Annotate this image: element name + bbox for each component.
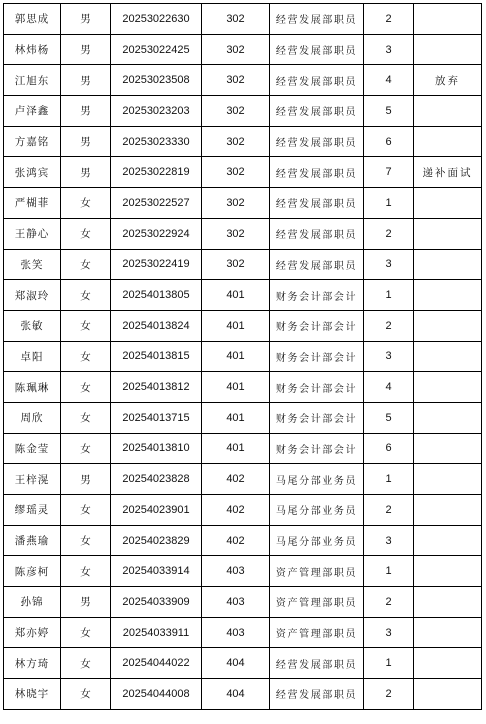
- table-row: [4, 218, 482, 249]
- table-row: [4, 495, 482, 526]
- candidate-gender: 男: [61, 4, 111, 35]
- candidate-name: 林晓宇: [4, 679, 61, 710]
- table-row: [4, 556, 482, 587]
- candidate-gender: 女: [61, 679, 111, 710]
- ranking: 1: [364, 188, 414, 219]
- candidate-gender: 女: [61, 218, 111, 249]
- ranking: 5: [364, 402, 414, 433]
- candidate-name: 周欣: [4, 402, 61, 433]
- position-code: 402: [202, 464, 270, 495]
- position-code: 403: [202, 587, 270, 618]
- ranking: 3: [364, 34, 414, 65]
- table-row: [4, 525, 482, 556]
- remark: [414, 679, 482, 710]
- admission-ticket-number: 20253023330: [111, 126, 202, 157]
- table-row: [4, 341, 482, 372]
- table-row: [4, 34, 482, 65]
- candidate-name: 王静心: [4, 218, 61, 249]
- ranking: 7: [364, 157, 414, 188]
- position-title: 经营发展部职员: [270, 4, 364, 35]
- candidate-gender: 男: [61, 34, 111, 65]
- remark: [414, 188, 482, 219]
- ranking: 2: [364, 587, 414, 618]
- position-code: 401: [202, 402, 270, 433]
- admission-ticket-number: 20253022527: [111, 188, 202, 219]
- candidate-gender: 男: [61, 96, 111, 127]
- remark: [414, 249, 482, 280]
- ranking: 2: [364, 495, 414, 526]
- admission-ticket-number: 20254023828: [111, 464, 202, 495]
- admission-ticket-number: 20254023901: [111, 495, 202, 526]
- position-code: 401: [202, 310, 270, 341]
- remark: [414, 402, 482, 433]
- candidate-name: 张敏: [4, 310, 61, 341]
- position-title: 经营发展部职员: [270, 65, 364, 96]
- remark: [414, 525, 482, 556]
- remark: 递补面试: [414, 157, 482, 188]
- candidate-gender: 男: [61, 587, 111, 618]
- candidate-gender: 女: [61, 402, 111, 433]
- position-title: 经营发展部职员: [270, 218, 364, 249]
- table-row: [4, 372, 482, 403]
- admission-ticket-number: 20254044022: [111, 648, 202, 679]
- position-title: 马尾分部业务员: [270, 464, 364, 495]
- candidate-name: 严楜菲: [4, 188, 61, 219]
- table-row: [4, 617, 482, 648]
- candidate-name: 郭思成: [4, 4, 61, 35]
- position-title: 经营发展部职员: [270, 679, 364, 710]
- candidate-name: 潘燕瑜: [4, 525, 61, 556]
- position-code: 302: [202, 96, 270, 127]
- admission-ticket-number: 20253022630: [111, 4, 202, 35]
- candidate-gender: 女: [61, 249, 111, 280]
- position-code: 401: [202, 341, 270, 372]
- candidate-gender: 女: [61, 525, 111, 556]
- candidate-name: 陈珮琳: [4, 372, 61, 403]
- ranking: 2: [364, 218, 414, 249]
- table-row: [4, 4, 482, 35]
- position-title: 财务会计部会计: [270, 341, 364, 372]
- table-row: [4, 310, 482, 341]
- candidate-name: 陈彦柯: [4, 556, 61, 587]
- table-row: [4, 96, 482, 127]
- position-title: 经营发展部职员: [270, 96, 364, 127]
- candidate-name: 缪瑶灵: [4, 495, 61, 526]
- candidate-name: 方嘉铭: [4, 126, 61, 157]
- admission-ticket-number: 20254033914: [111, 556, 202, 587]
- position-title: 经营发展部职员: [270, 249, 364, 280]
- remark: [414, 433, 482, 464]
- candidate-gender: 男: [61, 126, 111, 157]
- table-row: [4, 280, 482, 311]
- remark: [414, 617, 482, 648]
- admission-ticket-number: 20254023829: [111, 525, 202, 556]
- ranking: 1: [364, 464, 414, 495]
- ranking: 1: [364, 648, 414, 679]
- admission-ticket-number: 20253022419: [111, 249, 202, 280]
- position-code: 402: [202, 495, 270, 526]
- candidate-name: 陈金莹: [4, 433, 61, 464]
- table-row: [4, 587, 482, 618]
- position-code: 403: [202, 617, 270, 648]
- remark: [414, 4, 482, 35]
- remark: [414, 218, 482, 249]
- table-row: [4, 126, 482, 157]
- remark: [414, 96, 482, 127]
- ranking: 6: [364, 433, 414, 464]
- remark: [414, 648, 482, 679]
- admission-ticket-number: 20254033911: [111, 617, 202, 648]
- admission-ticket-number: 20253023508: [111, 65, 202, 96]
- table-row: [4, 648, 482, 679]
- candidate-gender: 女: [61, 280, 111, 311]
- ranking: 3: [364, 341, 414, 372]
- position-title: 经营发展部职员: [270, 648, 364, 679]
- position-code: 302: [202, 126, 270, 157]
- remark: 放弃: [414, 65, 482, 96]
- candidate-name: 张鸿宾: [4, 157, 61, 188]
- remark: [414, 495, 482, 526]
- remark: [414, 34, 482, 65]
- candidate-name: 卢泽鑫: [4, 96, 61, 127]
- ranking: 1: [364, 280, 414, 311]
- ranking: 4: [364, 372, 414, 403]
- table-row: [4, 157, 482, 188]
- ranking: 2: [364, 679, 414, 710]
- position-title: 资产管理部职员: [270, 587, 364, 618]
- ranking: 3: [364, 525, 414, 556]
- candidate-name: 林方琦: [4, 648, 61, 679]
- candidate-gender: 女: [61, 310, 111, 341]
- candidate-table: [3, 3, 482, 710]
- position-code: 302: [202, 249, 270, 280]
- position-title: 经营发展部职员: [270, 188, 364, 219]
- position-code: 302: [202, 4, 270, 35]
- ranking: 5: [364, 96, 414, 127]
- admission-ticket-number: 20254013805: [111, 280, 202, 311]
- position-code: 302: [202, 188, 270, 219]
- position-title: 马尾分部业务员: [270, 525, 364, 556]
- candidate-name: 郑亦婷: [4, 617, 61, 648]
- admission-ticket-number: 20254013810: [111, 433, 202, 464]
- ranking: 3: [364, 249, 414, 280]
- ranking: 2: [364, 4, 414, 35]
- table-row: [4, 402, 482, 433]
- position-title: 财务会计部会计: [270, 433, 364, 464]
- position-title: 财务会计部会计: [270, 280, 364, 311]
- position-code: 302: [202, 218, 270, 249]
- admission-ticket-number: 20254013815: [111, 341, 202, 372]
- candidate-name: 张笑: [4, 249, 61, 280]
- candidate-name: 卓阳: [4, 341, 61, 372]
- position-code: 404: [202, 648, 270, 679]
- admission-ticket-number: 20254013824: [111, 310, 202, 341]
- remark: [414, 280, 482, 311]
- admission-ticket-number: 20254044008: [111, 679, 202, 710]
- table-row: [4, 249, 482, 280]
- position-title: 经营发展部职员: [270, 34, 364, 65]
- table-row: [4, 464, 482, 495]
- admission-ticket-number: 20253022425: [111, 34, 202, 65]
- position-code: 401: [202, 372, 270, 403]
- position-title: 马尾分部业务员: [270, 495, 364, 526]
- position-title: 财务会计部会计: [270, 372, 364, 403]
- position-title: 财务会计部会计: [270, 310, 364, 341]
- position-code: 302: [202, 65, 270, 96]
- candidate-name: 江旭东: [4, 65, 61, 96]
- position-title: 财务会计部会计: [270, 402, 364, 433]
- remark: [414, 464, 482, 495]
- remark: [414, 587, 482, 618]
- table-row: [4, 433, 482, 464]
- candidate-gender: 男: [61, 157, 111, 188]
- remark: [414, 341, 482, 372]
- position-title: 资产管理部职员: [270, 617, 364, 648]
- candidate-gender: 女: [61, 617, 111, 648]
- admission-ticket-number: 20253022819: [111, 157, 202, 188]
- candidate-gender: 女: [61, 495, 111, 526]
- ranking: 4: [364, 65, 414, 96]
- position-code: 302: [202, 34, 270, 65]
- position-code: 402: [202, 525, 270, 556]
- ranking: 1: [364, 556, 414, 587]
- ranking: 6: [364, 126, 414, 157]
- remark: [414, 556, 482, 587]
- candidate-gender: 女: [61, 648, 111, 679]
- candidate-gender: 女: [61, 341, 111, 372]
- table-row: [4, 188, 482, 219]
- table-row: [4, 65, 482, 96]
- admission-ticket-number: 20253023203: [111, 96, 202, 127]
- admission-ticket-number: 20253022924: [111, 218, 202, 249]
- remark: [414, 372, 482, 403]
- ranking: 2: [364, 310, 414, 341]
- position-title: 资产管理部职员: [270, 556, 364, 587]
- position-code: 401: [202, 280, 270, 311]
- candidate-gender: 女: [61, 372, 111, 403]
- ranking: 3: [364, 617, 414, 648]
- candidate-name: 林炜杨: [4, 34, 61, 65]
- position-title: 经营发展部职员: [270, 126, 364, 157]
- candidate-name: 郑淑玲: [4, 280, 61, 311]
- candidate-gender: 女: [61, 188, 111, 219]
- position-title: 经营发展部职员: [270, 157, 364, 188]
- admission-ticket-number: 20254013812: [111, 372, 202, 403]
- candidate-gender: 男: [61, 464, 111, 495]
- candidate-gender: 女: [61, 556, 111, 587]
- table-row: [4, 679, 482, 710]
- remark: [414, 310, 482, 341]
- admission-ticket-number: 20254033909: [111, 587, 202, 618]
- admission-ticket-number: 20254013715: [111, 402, 202, 433]
- position-code: 403: [202, 556, 270, 587]
- candidate-gender: 女: [61, 433, 111, 464]
- remark: [414, 126, 482, 157]
- candidate-table-body: [4, 4, 482, 710]
- candidate-name: 孙锦: [4, 587, 61, 618]
- position-code: 401: [202, 433, 270, 464]
- position-code: 404: [202, 679, 270, 710]
- candidate-name: 王梓滉: [4, 464, 61, 495]
- position-code: 302: [202, 157, 270, 188]
- candidate-gender: 男: [61, 65, 111, 96]
